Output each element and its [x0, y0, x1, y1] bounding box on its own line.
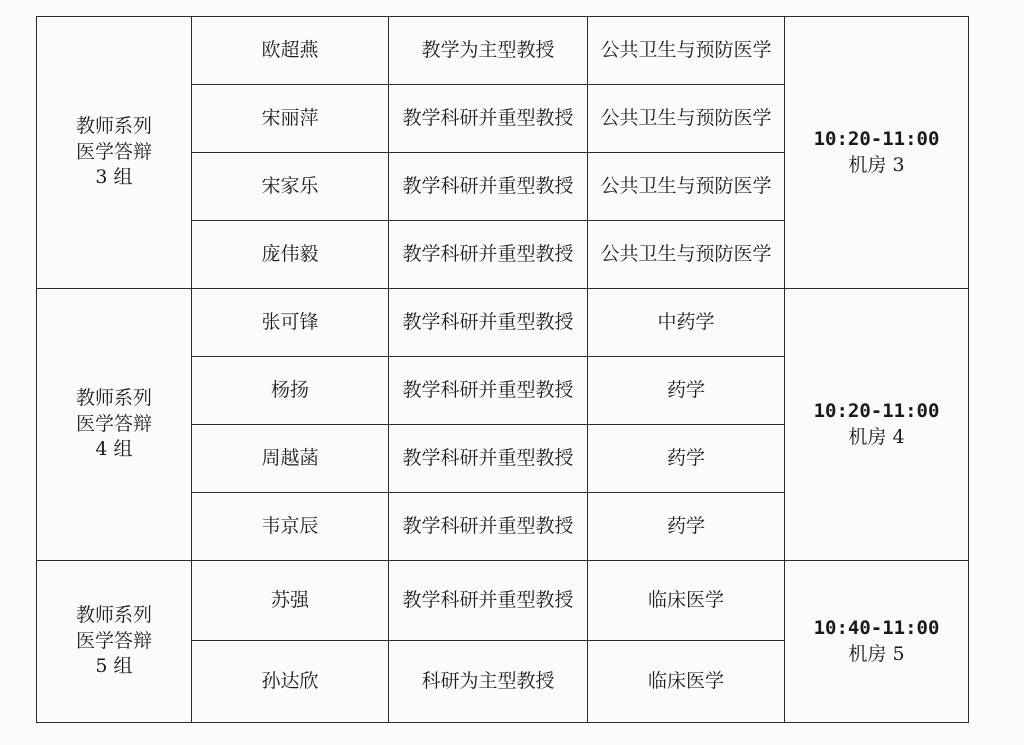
candidate-name: 欧超燕 — [192, 17, 389, 85]
position-type: 教学科研并重型教授 — [389, 493, 588, 561]
table-row — [37, 17, 969, 85]
group-label-line: 教师系列 — [75, 115, 152, 138]
group-label-line: 5 组 — [95, 655, 133, 678]
time-room-cell — [785, 561, 969, 723]
position-type: 教学科研并重型教授 — [389, 289, 588, 357]
candidate-name: 孙达欣 — [192, 641, 389, 723]
position-type: 科研为主型教授 — [389, 641, 588, 723]
position-type: 教学科研并重型教授 — [389, 357, 588, 425]
room-label: 机房 3 — [848, 153, 905, 176]
major: 公共卫生与预防医学 — [588, 221, 785, 289]
defense-schedule-table — [36, 16, 969, 723]
candidate-name: 周越菡 — [192, 425, 389, 493]
group-label-cell — [37, 289, 192, 561]
major: 药学 — [588, 357, 785, 425]
group-label-line: 教师系列 — [75, 387, 152, 410]
candidate-name: 杨扬 — [192, 357, 389, 425]
candidate-name: 张可锋 — [192, 289, 389, 357]
major: 药学 — [588, 425, 785, 493]
time-room-cell — [785, 289, 969, 561]
position-type: 教学科研并重型教授 — [389, 425, 588, 493]
major: 临床医学 — [588, 561, 785, 641]
group-label-line: 教师系列 — [75, 604, 152, 627]
major: 公共卫生与预防医学 — [588, 153, 785, 221]
group-label-cell — [37, 561, 192, 723]
time-range: 10:20-11:00 — [813, 399, 940, 422]
position-type: 教学科研并重型教授 — [389, 85, 588, 153]
group-label-line: 医学答辩 — [75, 140, 152, 163]
time-room-cell — [785, 17, 969, 289]
group-label-line: 医学答辩 — [75, 412, 152, 435]
position-type: 教学科研并重型教授 — [389, 561, 588, 641]
group-label-line: 医学答辩 — [75, 629, 152, 652]
candidate-name: 宋家乐 — [192, 153, 389, 221]
group-label-line: 3 组 — [95, 166, 133, 189]
position-type: 教学为主型教授 — [389, 17, 588, 85]
candidate-name: 庞伟毅 — [192, 221, 389, 289]
room-label: 机房 5 — [848, 642, 905, 665]
group-label-line: 4 组 — [95, 438, 133, 461]
major: 公共卫生与预防医学 — [588, 17, 785, 85]
table-row — [37, 561, 969, 641]
major: 中药学 — [588, 289, 785, 357]
position-type: 教学科研并重型教授 — [389, 221, 588, 289]
position-type: 教学科研并重型教授 — [389, 153, 588, 221]
room-label: 机房 4 — [848, 425, 905, 448]
table-row — [37, 289, 969, 357]
time-range: 10:40-11:00 — [813, 616, 940, 639]
major: 药学 — [588, 493, 785, 561]
group-label-cell — [37, 17, 192, 289]
candidate-name: 韦京辰 — [192, 493, 389, 561]
major: 公共卫生与预防医学 — [588, 85, 785, 153]
candidate-name: 宋丽萍 — [192, 85, 389, 153]
major: 临床医学 — [588, 641, 785, 723]
time-range: 10:20-11:00 — [813, 127, 940, 150]
candidate-name: 苏强 — [192, 561, 389, 641]
